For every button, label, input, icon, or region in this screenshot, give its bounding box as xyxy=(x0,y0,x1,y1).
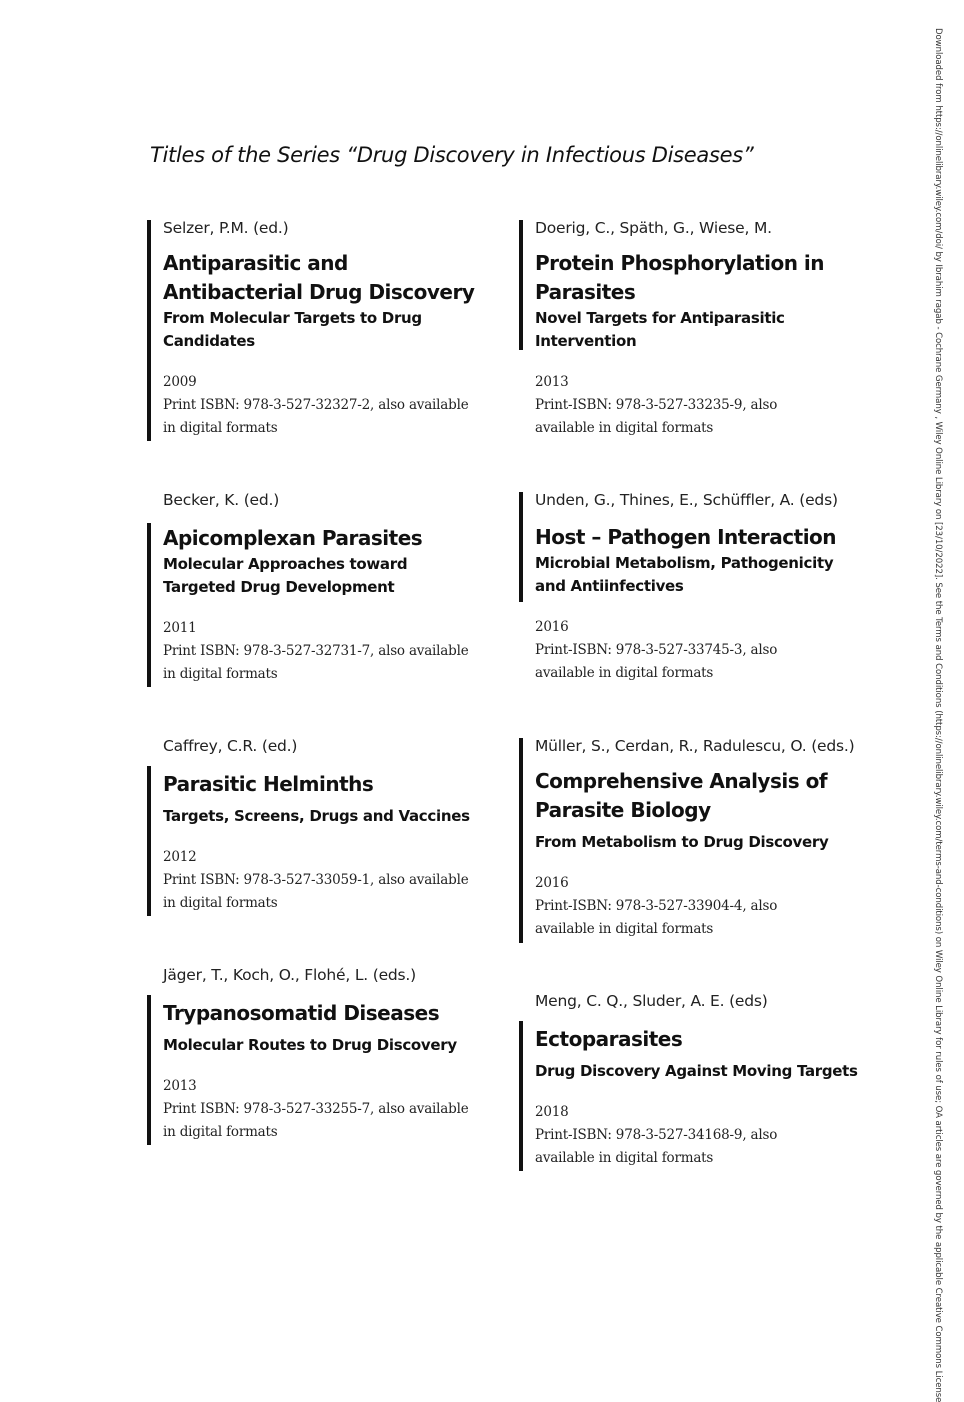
book-isbn: Print-ISBN: 978-3-527-33745-3, also available in digital formats xyxy=(535,642,778,681)
book-entry xyxy=(147,736,487,921)
book-subtitle: Drug Discovery Against Moving Targets xyxy=(535,1062,858,1080)
book-author: Doerig, C., Späth, G., Wiese, M. xyxy=(535,219,772,237)
book-entry xyxy=(147,218,487,443)
book-entry xyxy=(147,490,487,690)
book-title: Trypanosomatid Diseases xyxy=(163,1001,440,1025)
book-year: 2018 xyxy=(535,1104,569,1120)
book-subtitle: Microbial Metabolism, Pathogenicity and Antiinfectives xyxy=(535,554,834,595)
book-author: Jäger, T., Koch, O., Flohé, L. (eds.) xyxy=(163,966,416,984)
entry-bar xyxy=(519,492,523,602)
book-entry xyxy=(519,991,859,1176)
book-subtitle: Novel Targets for Antiparasitic Intervention xyxy=(535,309,785,350)
download-notice: Downloaded from https://onlinelibrary.wiley.com/doi/ by Ibrahim ragab - Cochrane Germany , Wiley Online Library on [23/10/2022]. See the Terms and Conditions (https://onlinelibrary.wiley.com/terms-and-conditions) on Wiley Online Library for rules of use; OA articles are governed by the applicable Creative Commons License xyxy=(933,28,943,1402)
book-isbn: Print-ISBN: 978-3-527-33904-4, also available in digital formats xyxy=(535,898,778,937)
book-year: 2013 xyxy=(163,1078,197,1094)
book-isbn: Print ISBN: 978-3-527-32731-7, also available in digital formats xyxy=(163,643,469,682)
book-entry xyxy=(519,218,859,443)
book-isbn: Print-ISBN: 978-3-527-33235-9, also available in digital formats xyxy=(535,397,778,436)
book-title: Parasitic Helminths xyxy=(163,772,374,796)
entry-bar xyxy=(147,523,151,687)
entry-bar xyxy=(519,220,523,350)
book-title: Antiparasitic and Antibacterial Drug Discovery xyxy=(163,251,475,304)
book-year: 2012 xyxy=(163,849,197,865)
book-subtitle: From Metabolism to Drug Discovery xyxy=(535,833,829,851)
entry-bar xyxy=(147,995,151,1145)
entry-bar xyxy=(519,738,523,943)
entry-bar xyxy=(147,220,151,441)
book-author: Müller, S., Cerdan, R., Radulescu, O. (eds.) xyxy=(535,737,855,755)
book-entry xyxy=(519,490,859,690)
book-year: 2016 xyxy=(535,875,569,891)
entry-bar xyxy=(147,766,151,916)
page-title: Titles of the Series “Drug Discovery in Infectious Diseases” xyxy=(150,143,754,167)
book-subtitle: Molecular Approaches toward Targeted Drug Development xyxy=(163,555,408,596)
book-subtitle: Targets, Screens, Drugs and Vaccines xyxy=(163,807,470,825)
book-isbn: Print ISBN: 978-3-527-32327-2, also available in digital formats xyxy=(163,397,469,436)
book-entry xyxy=(147,965,487,1150)
book-title: Host – Pathogen Interaction xyxy=(535,525,837,549)
book-entry xyxy=(519,736,859,946)
book-author: Becker, K. (ed.) xyxy=(163,491,280,509)
book-subtitle: From Molecular Targets to Drug Candidates xyxy=(163,309,422,350)
book-title: Comprehensive Analysis of Parasite Biology xyxy=(535,769,828,822)
book-isbn: Print ISBN: 978-3-527-33255-7, also available in digital formats xyxy=(163,1101,469,1140)
book-title: Protein Phosphorylation in Parasites xyxy=(535,251,824,304)
book-year: 2013 xyxy=(535,374,569,390)
book-author: Caffrey, C.R. (ed.) xyxy=(163,737,298,755)
book-isbn: Print ISBN: 978-3-527-33059-1, also available in digital formats xyxy=(163,872,469,911)
book-year: 2011 xyxy=(163,620,197,636)
book-title: Apicomplexan Parasites xyxy=(163,526,423,550)
entry-bar xyxy=(519,1021,523,1171)
book-subtitle: Molecular Routes to Drug Discovery xyxy=(163,1036,457,1054)
book-year: 2016 xyxy=(535,619,569,635)
book-isbn: Print-ISBN: 978-3-527-34168-9, also available in digital formats xyxy=(535,1127,778,1166)
book-author: Unden, G., Thines, E., Schüffler, A. (eds) xyxy=(535,491,838,509)
book-author: Selzer, P.M. (ed.) xyxy=(163,219,289,237)
book-title: Ectoparasites xyxy=(535,1027,683,1051)
book-year: 2009 xyxy=(163,374,197,390)
book-author: Meng, C. Q., Sluder, A. E. (eds) xyxy=(535,992,768,1010)
